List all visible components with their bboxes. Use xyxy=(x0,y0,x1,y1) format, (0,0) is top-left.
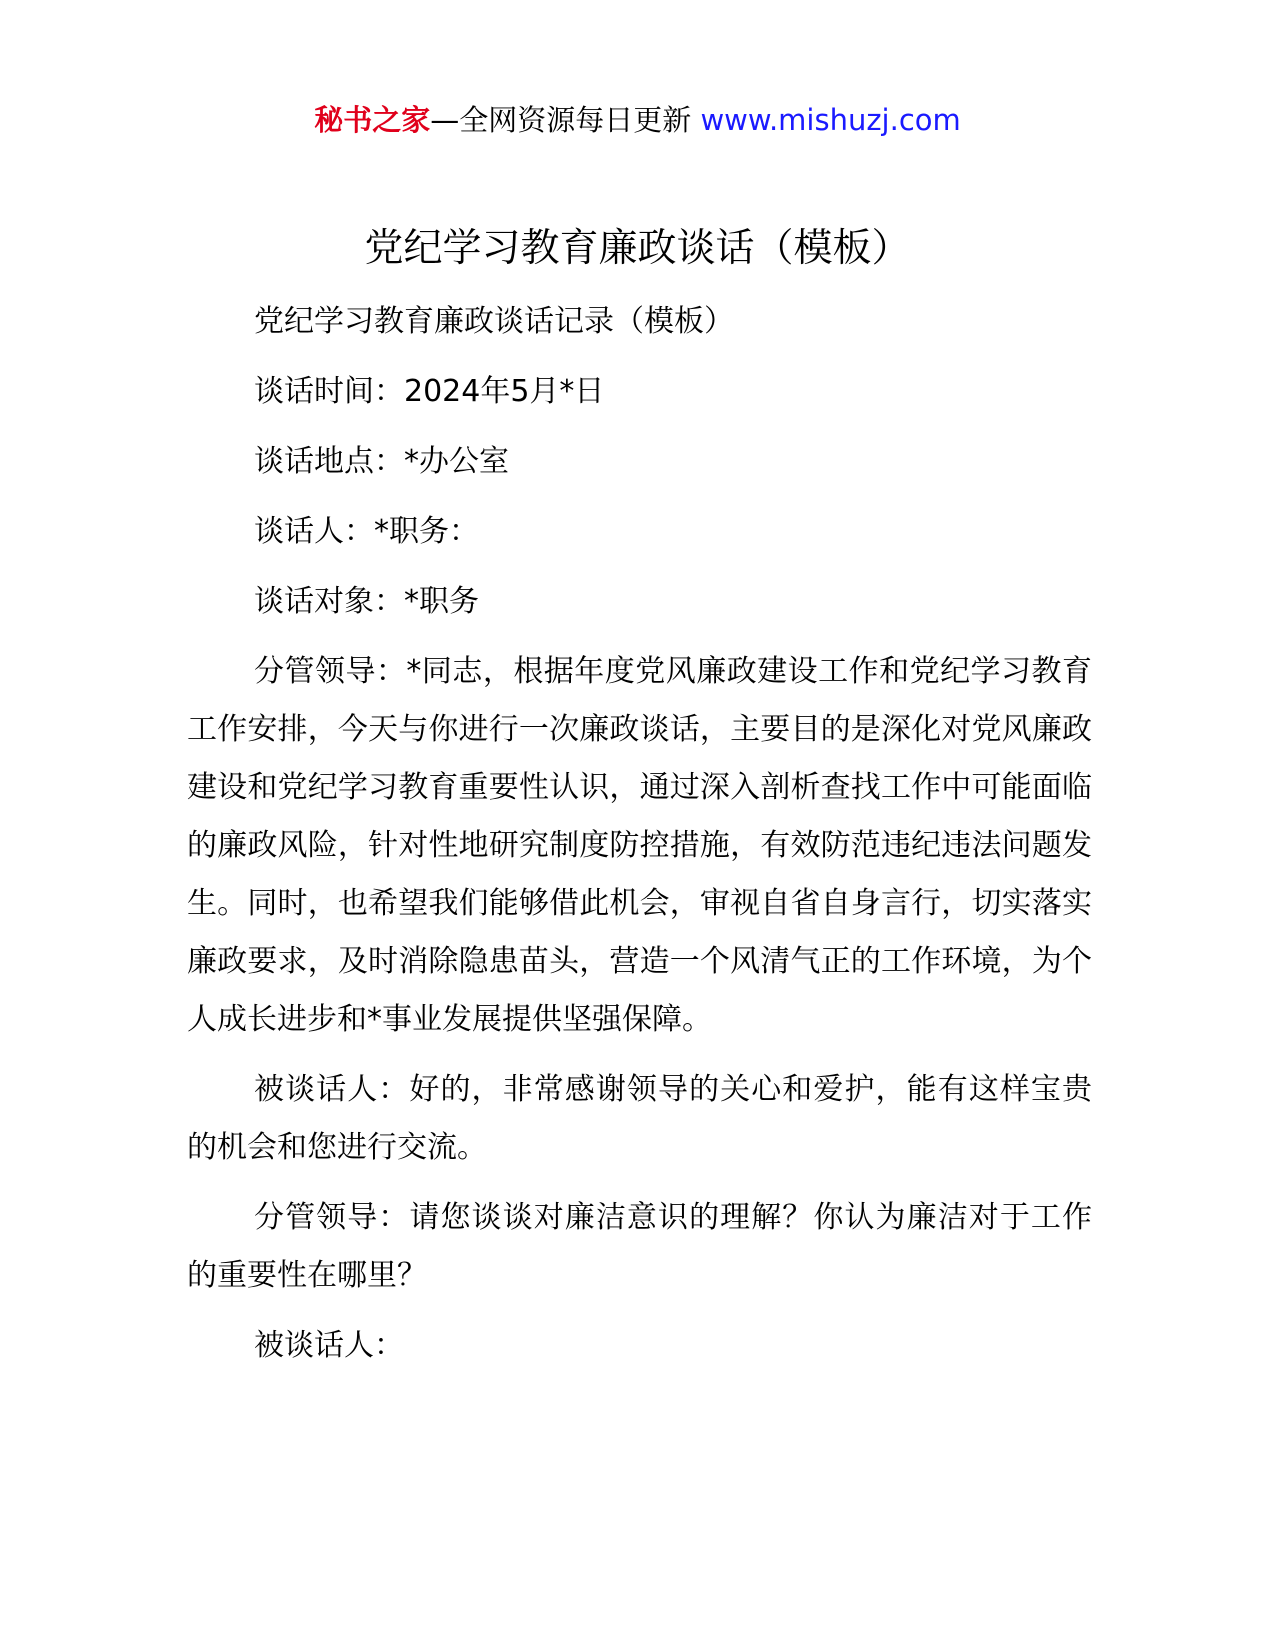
site-brand: 秘书之家 xyxy=(314,103,431,137)
site-url-link[interactable]: www.mishuzj.com xyxy=(700,103,961,137)
paragraph-subject-reply: 被谈话人：好的，非常感谢领导的关心和爱护，能有这样宝贵的机会和您进行交流。 xyxy=(187,1072,1092,1165)
document-body xyxy=(187,293,1092,1387)
site-header xyxy=(0,100,1275,140)
site-slogan: —全网资源每日更新 xyxy=(430,103,701,137)
talk-subject: 谈话对象：*职务 xyxy=(254,584,479,619)
paragraph-leader-opening: 分管领导：*同志，根据年度党风廉政建设工作和党纪学习教育工作安排，今天与你进行一次廉政谈话，主要目的是深化对党风廉政建设和党纪学习教育重要性认识，通过深入剖析查找工作中可能面临的廉政风险，针对性地研究制度防控措施，有效防范违纪违法问题发生。同时，也希望我们能够借此机会，审视自省自身言行，切实落实廉政要求，及时消除隐患苗头，营造一个风清气正的工作环境，为个人成长进步和*事业发展提供坚强保障。 xyxy=(187,654,1092,1037)
talk-place: 谈话地点：*办公室 xyxy=(254,444,509,479)
document-title: 党纪学习教育廉政谈话（模板） xyxy=(364,226,911,271)
talk-speaker: 谈话人：*职务： xyxy=(254,514,479,549)
paragraph-subject-answer: 被谈话人： xyxy=(254,1328,404,1363)
record-title: 党纪学习教育廉政谈话记录（模板） xyxy=(254,304,734,339)
paragraph-leader-question: 分管领导：请您谈谈对廉洁意识的理解？你认为廉洁对于工作的重要性在哪里？ xyxy=(187,1200,1092,1293)
talk-time: 谈话时间：2024年5月*日 xyxy=(254,374,605,409)
